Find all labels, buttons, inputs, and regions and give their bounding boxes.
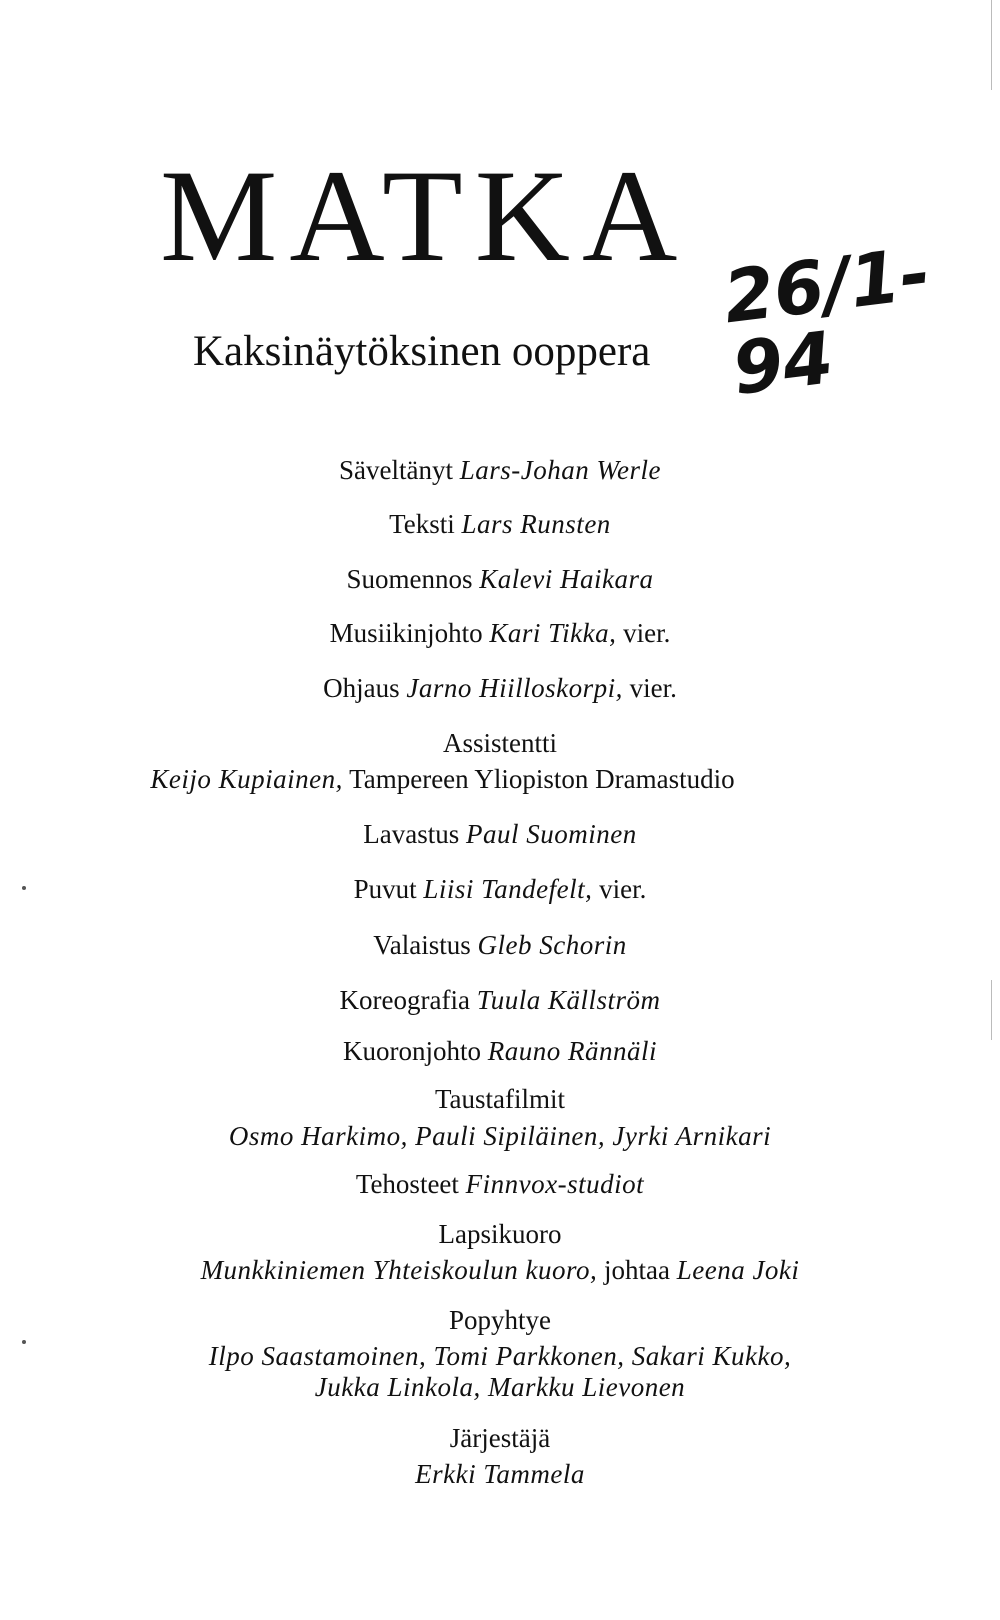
credit-line [0,1372,1000,1403]
credit-suffix: vier. [629,673,677,703]
credit-name: Paul Suominen [466,819,637,849]
credit-line [0,1219,1000,1250]
credit-line [0,1084,1000,1115]
credit-role: Valaistus [373,930,471,960]
credit-line [0,509,1000,540]
credit-role: Taustafilmit [434,1084,566,1114]
credit-name: Kari Tikka, [489,618,617,648]
handwritten-date-note: 26/1-94 [719,230,935,411]
credit-name: Rauno Rännäli [487,1036,657,1066]
credit-line [0,1169,1000,1200]
credit-role: Lapsikuoro [438,1219,562,1249]
page-title: MATKA [160,142,690,289]
credit-line [0,1121,1000,1152]
scan-edge-line [991,980,992,1040]
credit-line [0,618,1000,649]
credit-line [0,1341,1000,1372]
credit-line [0,764,1000,795]
credit-name: Osmo Harkimo, Pauli Sipiläinen, Jyrki Arnikari [228,1121,772,1151]
credit-name: Liisi Tandefelt, [423,874,593,904]
credit-name: Finnvox-studiot [465,1169,645,1199]
credit-role: Kuoronjohto [343,1036,481,1066]
credit-role: Suomennos [346,564,473,594]
credit-role: Teksti [389,509,455,539]
credit-name: Keijo Kupiainen, [150,764,343,794]
credit-line [0,728,1000,759]
credit-line [0,1423,1000,1454]
credit-role: Järjestäjä [449,1423,551,1453]
credit-line [0,564,1000,595]
scan-edge-line [991,0,992,90]
credit-role: Assistentti [442,728,557,758]
credit-line [0,1305,1000,1336]
credit-role: Musiikinjohto [329,618,483,648]
scan-speck [22,1340,26,1344]
credit-name: Jarno Hiilloskorpi, [406,673,623,703]
credit-line [0,1459,1000,1490]
credit-line [0,985,1000,1016]
credit-name: Kalevi Haikara [479,564,654,594]
credit-suffix: vier. [623,618,671,648]
credit-role: Puvut [353,874,417,904]
credit-role: Koreografia [339,985,470,1015]
credit-name: Tuula Källström [476,985,661,1015]
credit-name: Ilpo Saastamoinen, Tomi Parkkonen, Sakari Kukko, [208,1341,792,1371]
credit-suffix: Tampereen Yliopiston Dramastudio [349,764,735,794]
scan-speck [22,886,26,890]
credit-line [0,1255,1000,1286]
credit-suffix: johtaa [603,1255,670,1285]
credit-role: Ohjaus [323,673,400,703]
credit-role: Säveltänyt [339,455,453,485]
credit-suffix: vier. [599,874,647,904]
credit-line [0,455,1000,486]
credit-name: Erkki Tammela [415,1459,585,1489]
credit-line [0,874,1000,905]
credit-name-2: Leena Joki [676,1255,800,1285]
credit-role: Tehosteet [355,1169,459,1199]
credit-name: Lars-Johan Werle [459,455,661,485]
credit-line [0,819,1000,850]
credit-role: Popyhtye [448,1305,551,1335]
credit-role: Lavastus [363,819,460,849]
credit-name: Munkkiniemen Yhteiskoulun kuoro, [200,1255,598,1285]
credit-line [0,673,1000,704]
credit-line [0,1036,1000,1067]
credit-name: Jukka Linkola, Markku Lievonen [314,1372,686,1402]
credit-line [0,930,1000,961]
credit-name: Gleb Schorin [477,930,627,960]
page-subtitle: Kaksinäytöksinen ooppera [193,328,651,375]
credit-name: Lars Runsten [461,509,611,539]
